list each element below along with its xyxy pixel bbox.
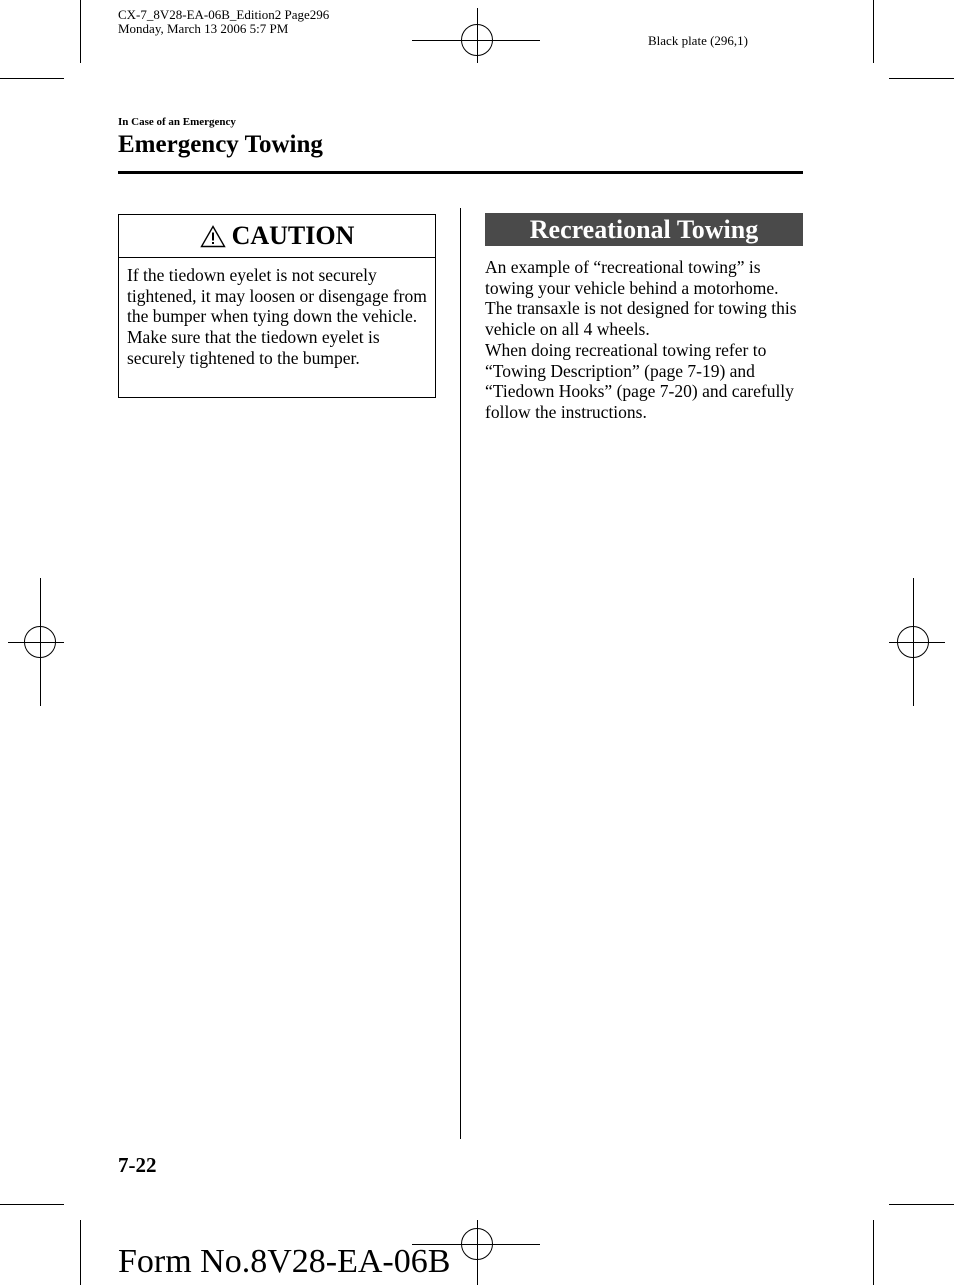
caution-header <box>119 215 435 258</box>
slug-line-2: Monday, March 13 2006 5:7 PM <box>118 21 289 36</box>
title-rule <box>118 171 803 174</box>
recreational-towing-body <box>485 257 807 423</box>
recreational-paragraph-2: When doing recreational towing refer to “Towing Description” (page 7-19) and “Tiedown Hooks” (page 7-20) and carefully follow the instructions. <box>485 339 794 422</box>
caution-title: CAUTION <box>231 221 355 250</box>
warning-triangle-icon <box>200 225 226 248</box>
column-divider <box>460 208 461 1139</box>
section-label: In Case of an Emergency <box>118 116 236 128</box>
plate-info: Black plate (296,1) <box>648 33 748 48</box>
recreational-paragraph-1: An example of “recreational towing” is towing your vehicle behind a motorhome. The transaxle is not designed for towing this vehicle on all 4 wheels. <box>485 257 797 340</box>
page-title: Emergency Towing <box>118 131 323 158</box>
print-slug <box>118 8 329 36</box>
caution-text: If the tiedown eyelet is not securely tightened, it may loosen or disengage from the bumper when tying down the vehicle. Make sure that the tiedown eyelet is securely tightened to the bumper. <box>127 265 427 368</box>
recreational-towing-heading: Recreational Towing <box>485 213 803 246</box>
slug-line-1: CX-7_8V28-EA-06B_Edition2 Page296 <box>118 7 330 22</box>
caution-box <box>118 214 436 398</box>
page-number: 7-22 <box>118 1153 157 1177</box>
form-number: Form No.8V28-EA-06B <box>118 1243 451 1280</box>
